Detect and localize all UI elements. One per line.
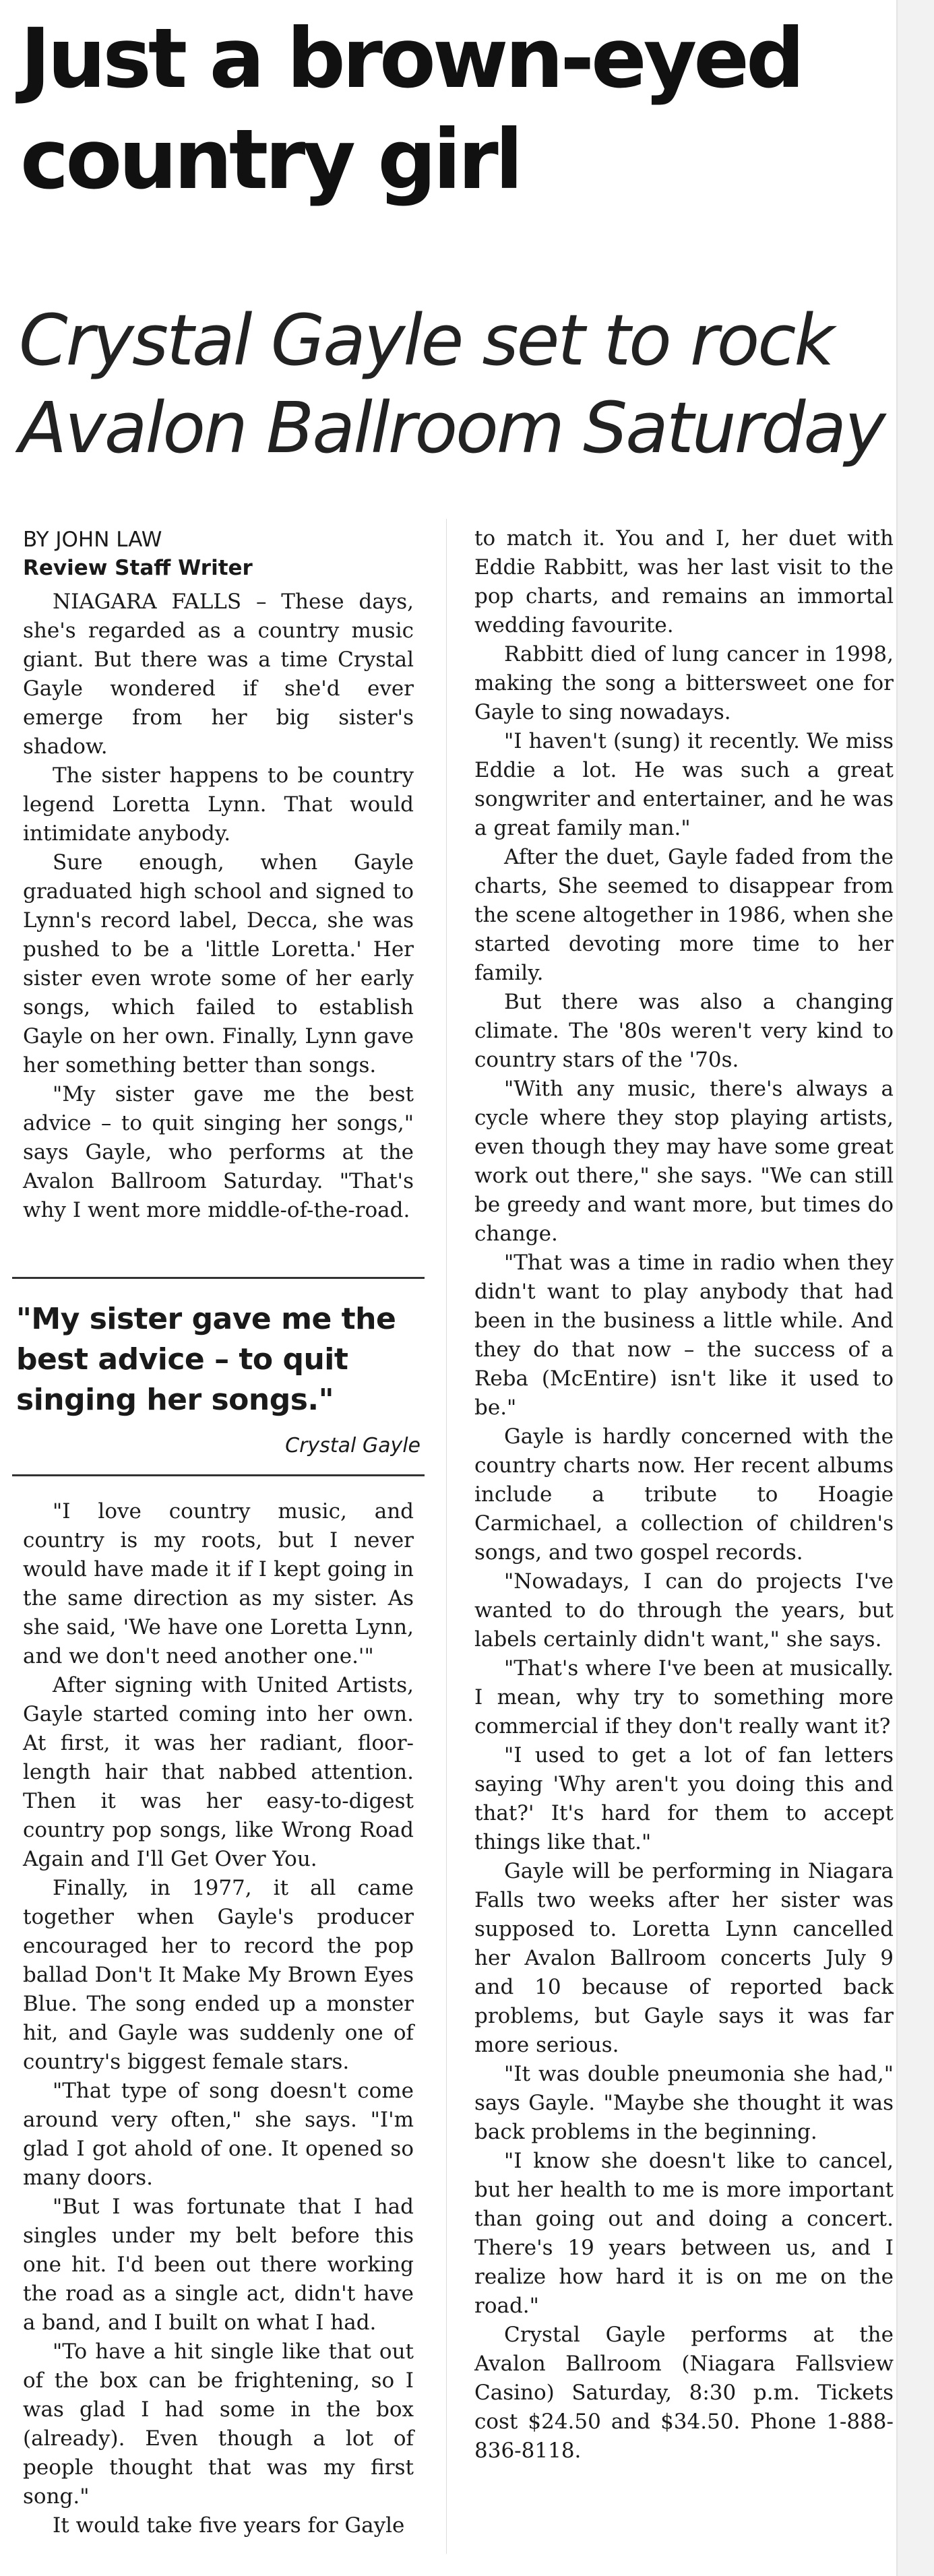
paragraph: Sure enough, when Gayle graduated high school and signed to Lynn's record label, Decca, she was pushed to be a 'little Loretta.' Her sister even wrote some of her early songs, which failed to establish Gayle on her own. Finally, Lynn gave her something better than songs. (23, 850, 414, 1077)
pull-quote (12, 1277, 425, 1476)
paragraph: After the duet, Gayle faded from the charts, She seemed to disappear from the scene altogether in 1986, when she started devoting more time to her family. (474, 845, 894, 985)
paragraph: Rabbitt died of lung cancer in 1998, making the song a bittersweet one for Gayle to sing nowadays. (474, 642, 894, 724)
paragraph: "With any music, there's always a cycle where they stop playing artists, even though they may have some great work out there," she says. "We can still be greedy and want more, but times do change. (474, 1077, 894, 1246)
byline (23, 526, 414, 582)
paragraph: "Nowadays, I can do projects I've wanted to do through the years, but labels certainly didn't want," she says. (474, 1569, 894, 1652)
column-divider (446, 519, 447, 2554)
paragraph: Crystal Gayle performs at the Avalon Ballroom (Niagara Fallsview Casino) Saturday, 8:30 p.m. Tickets cost $24.50 and $34.50. Phone 1-888-836-8118. (474, 2323, 894, 2463)
paragraph: "That type of song doesn't come around very often," she says. "I'm glad I got ahold of one. It opened so many doors. (23, 2079, 414, 2190)
paragraph: "I haven't (sung) it recently. We miss Eddie a lot. He was such a great songwriter and entertainer, and he was a great family man." (474, 729, 894, 840)
paragraph: The sister happens to be country legend Loretta Lynn. That would intimidate anybody. (23, 763, 414, 846)
paragraph: "My sister gave me the best advice – to quit singing her songs," says Gayle, who performs at the Avalon Ballroom Saturday. "That's why I went more middle-of-the-road. (23, 1082, 414, 1222)
paragraph: "That was a time in radio when they didn't want to play anybody that had been in the business a little while. And they do that now – the success of a Reba (McEntire) isn't like it used to be." (474, 1251, 894, 1420)
paragraph: NIAGARA FALLS – These days, she's regarded as a country music giant. But there was a time Crystal Gayle wondered if she'd ever emerge from her big sister's shadow. (23, 590, 414, 759)
paragraph: "It was double pneumonia she had," says Gayle. "Maybe she thought it was back problems in the beginning. (474, 2062, 894, 2144)
subheadline: Crystal Gayle set to rock Avalon Ballroom Saturday (19, 299, 884, 469)
paragraph: "I know she doesn't like to cancel, but her health to me is more important than going out and doing a concert. There's 19 years between us, and I realize how hard it is on me on the road." (474, 2149, 894, 2318)
paragraph: "To have a hit single like that out of the box can be frightening, so I was glad I had some in the box (already). Even though a lot of people thought that was my first song." (23, 2339, 414, 2509)
paragraph: to match it. You and I, her duet with Eddie Rabbitt, was her last visit to the pop charts, and remains an immortal wedding favourite. (474, 526, 894, 637)
paragraph: "I love country music, and country is my roots, but I never would have made it if I kept going in the same direction as my sister. As she said, 'We have one Loretta Lynn, and we don't need another one.'" (23, 1499, 414, 1668)
pull-quote-attribution: Crystal Gayle (285, 1434, 421, 1457)
column-a (23, 588, 414, 1225)
paragraph: "I used to get a lot of fan letters saying 'Why aren't you doing this and that?' It's hard for them to accept things like that." (474, 1743, 894, 1854)
column-b (474, 524, 894, 2465)
headline: Just a brown-eyed country girl (20, 11, 802, 208)
paragraph: It would take five years for Gayle (53, 2513, 405, 2538)
byline-role: Review Staff Writer (23, 556, 253, 580)
paragraph: "That's where I've been at musically. I mean, why try to something more commercial if they don't really want it? (474, 1656, 894, 1738)
byline-author: BY JOHN LAW (23, 528, 162, 552)
paragraph: After signing with United Artists, Gayle started coming into her own. At first, it was her radiant, floor-length hair that nabbed attention. Then it was her easy-to-digest country pop songs, like Wrong Road Again and I'll Get Over You. (23, 1673, 414, 1871)
paragraph: Gayle is hardly concerned with the country charts now. Her recent albums include a tribute to Hoagie Carmichael, a collection of children's songs, and two gospel records. (474, 1424, 894, 1565)
paragraph: Gayle will be performing in Niagara Falls two weeks after her sister was supposed to. Loretta Lynn cancelled her Avalon Ballroom concerts July 9 and 10 because of reported back problems, but Gayle says it was far more serious. (474, 1859, 894, 2057)
paragraph: "But I was fortunate that I had singles under my belt before this one hit. I'd been out there working the road as a single act, didn't have a band, and I built on what I had. (23, 2195, 414, 2335)
pull-quote-text: "My sister gave me the best advice – to quit singing her songs." (16, 1302, 396, 1417)
column-a-continued (23, 1497, 414, 2540)
paragraph: But there was also a changing climate. The '80s weren't very kind to country stars of the '70s. (474, 990, 894, 1072)
paragraph: Finally, in 1977, it all came together when Gayle's producer encouraged her to record the pop ballad Don't It Make My Brown Eyes Blue. The song ended up a monster hit, and Gayle was suddenly one of country's biggest female stars. (23, 1876, 414, 2074)
adjacent-page-edge (896, 0, 934, 2576)
